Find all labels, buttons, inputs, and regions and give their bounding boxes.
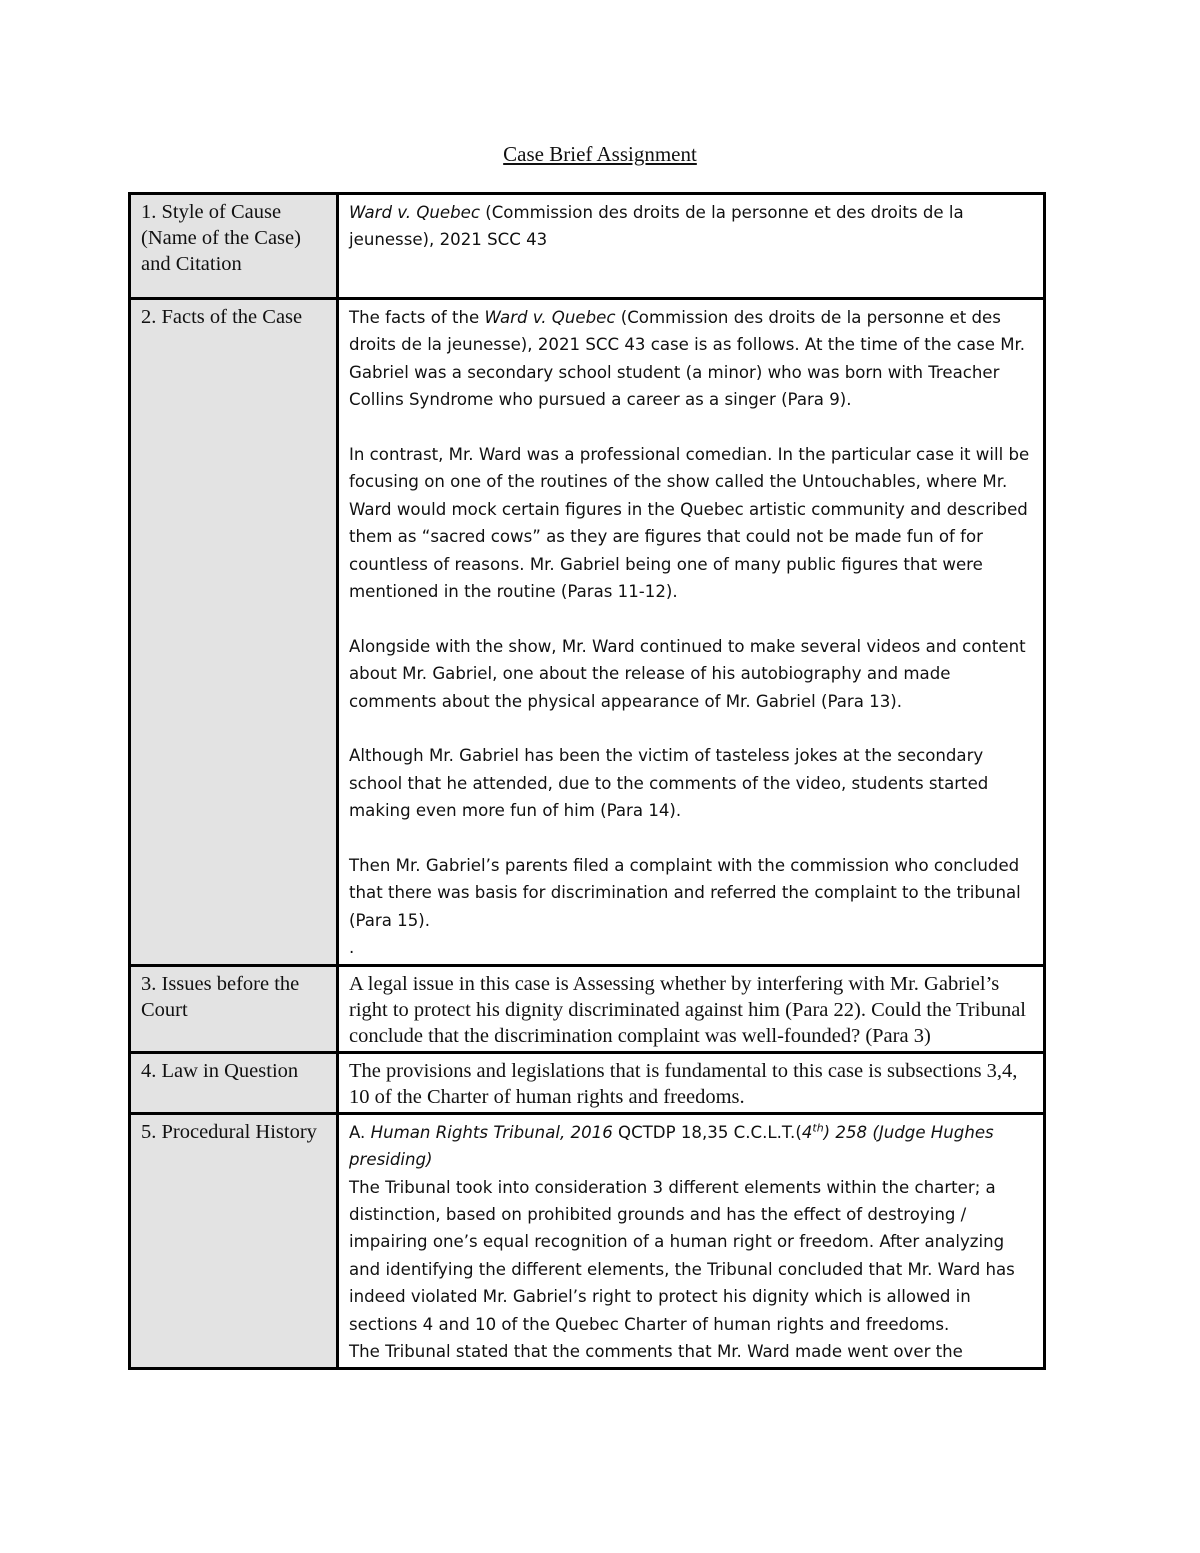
row-value-law: The provisions and legislations that is fundamental to this case is subsections 3,4, 10 of the Charter of human rights and freedoms. (338, 1052, 1045, 1113)
row-value-facts (338, 299, 1045, 966)
row-label-style-of-cause: 1. Style of Cause (Name of the Case) and Citation (130, 194, 338, 299)
facts-paragraph-3: Alongside with the show, Mr. Ward continued to make several videos and content about Mr. Gabriel, one about the release of his autobiography and made comments about the physical appearance of Mr. Gabriel (Para 13). (349, 636, 1026, 711)
row-label-procedural-history: 5. Procedural History (130, 1113, 338, 1369)
facts-paragraph-6: . (349, 938, 355, 958)
facts-paragraph-4: Although Mr. Gabriel has been the victim of tasteless jokes at the secondary school that he attended, due to the comments of the video, students started making even more fun of him (Para 14). (349, 746, 989, 821)
history-heading: A. Human Rights Tribunal, 2016 QCTDP 18,35 C.C.L.T.(4th) 258 (Judge Hughes presiding) (349, 1121, 994, 1170)
row-value-style-of-cause (338, 194, 1045, 299)
case-brief-table (128, 192, 1046, 1370)
row-label-facts: 2. Facts of the Case (130, 299, 338, 966)
table-row-style-of-cause (130, 194, 1045, 299)
facts-paragraph-5: Then Mr. Gabriel’s parents filed a complaint with the commission who concluded that there was basis for discrimination and referred the complaint to the tribunal (Para 15). (349, 856, 1021, 930)
history-paragraph-2: The Tribunal stated that the comments that Mr. Ward made went over the (349, 1341, 963, 1361)
table-row-issues (130, 965, 1045, 1052)
table-row-facts (130, 299, 1045, 966)
row-label-law: 4. Law in Question (130, 1052, 338, 1113)
facts-paragraph-2: In contrast, Mr. Ward was a professional comedian. In the particular case it will be focusing on one of the routines of the show called the Untouchables, where Mr. Ward would mock certain figures in the Quebec artistic community and described them as “sacred cows” as they are figures that could not be made fun of for countless of reasons. Mr. Gabriel being one of many public figures that were mentioned in the routine (Paras 11-12). (349, 445, 1030, 602)
row-label-issues: 3. Issues before the Court (130, 965, 338, 1052)
history-paragraph-1: The Tribunal took into consideration 3 different elements within the charter; a distinction, based on prohibited grounds and has the effect of destroying / impairing one’s equal recognition of a human right or freedom. After analyzing and identifying the different elements, the Tribunal concluded that Mr. Ward has indeed violated Mr. Gabriel’s right to protect his dignity which is allowed in sections 4 and 10 of the Quebec Charter of human rights and freedoms. (349, 1177, 1015, 1334)
row-value-procedural-history (338, 1113, 1045, 1369)
citation-text: (Commission des droits de la personne et des droits de la jeunesse), 2021 SCC 43 (349, 203, 964, 250)
table-row-procedural-history (130, 1113, 1045, 1369)
table-row-law (130, 1052, 1045, 1113)
row-value-issues: A legal issue in this case is Assessing whether by interfering with Mr. Gabriel’s right to protect his dignity discriminated against him (Para 22). Could the Tribunal conclude that the discrimination complaint was well-founded? (Para 3) (338, 965, 1045, 1052)
page-title: Case Brief Assignment (503, 142, 697, 166)
facts-paragraph-1: The facts of the Ward v. Quebec (Commission des droits de la personne et des droits de la jeunesse), 2021 SCC 43 case is as follows. At the time of the case Mr. Gabriel was a secondary school student (a minor) who was born with Treacher Collins Syndrome who pursued a career as a singer (Para 9). (349, 308, 1026, 410)
case-name: Ward v. Quebec (349, 203, 480, 222)
